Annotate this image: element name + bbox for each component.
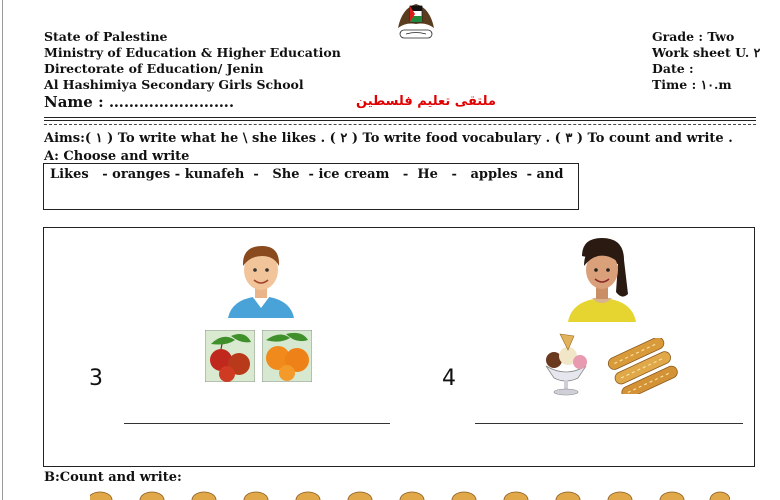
site-watermark: ملتقى تعليم فلسطين [356,94,496,109]
oranges-picture [262,330,312,382]
girl-portrait-icon [562,234,642,322]
header-line-state: State of Palestine [44,29,168,44]
answer-line-3[interactable] [124,423,390,424]
header-divider-3 [44,124,756,125]
header-line-directorate: Directorate of Education/ Jenin [44,61,264,76]
apples-picture [205,330,255,382]
time-label: Time : ١٠.m [652,77,732,92]
header-divider [44,117,756,118]
school-header [44,29,341,93]
worksheet-label: Work sheet U. ٢ [652,45,761,60]
item-number-3: 3 [89,366,103,391]
boy-portrait-icon [222,236,300,318]
header-line-school: Al Hashimiya Secondary Girls School [44,77,304,92]
section-a-title: A: Choose and write [44,149,190,164]
header-divider-2 [44,120,756,121]
ice-cream-picture [538,332,594,396]
header-line-ministry: Ministry of Education & Higher Education [44,45,341,60]
word-bank: Likes - oranges - kunafeh - She - ice cream - He - apples - and [50,167,564,182]
aims-text: Aims:( ١ ) To write what he \ she likes . ( ٢ ) To write food vocabulary . ( ٣ ) To count and write . [44,131,733,146]
grade-label: Grade : Two [652,29,735,44]
student-name-field[interactable]: Name : ……………………. [44,93,235,111]
item-number-4: 4 [442,366,456,391]
date-label: Date : [652,61,694,76]
worksheet-info [652,29,760,93]
palestine-emblem-icon [388,0,444,40]
exercise-box [43,227,755,467]
counting-items-row [90,488,730,500]
word-bank-box [43,163,579,210]
page-edge [2,0,3,500]
kunafeh-picture [606,338,678,394]
section-b-title: B:Count and write: [44,470,182,485]
answer-line-4[interactable] [475,423,743,424]
